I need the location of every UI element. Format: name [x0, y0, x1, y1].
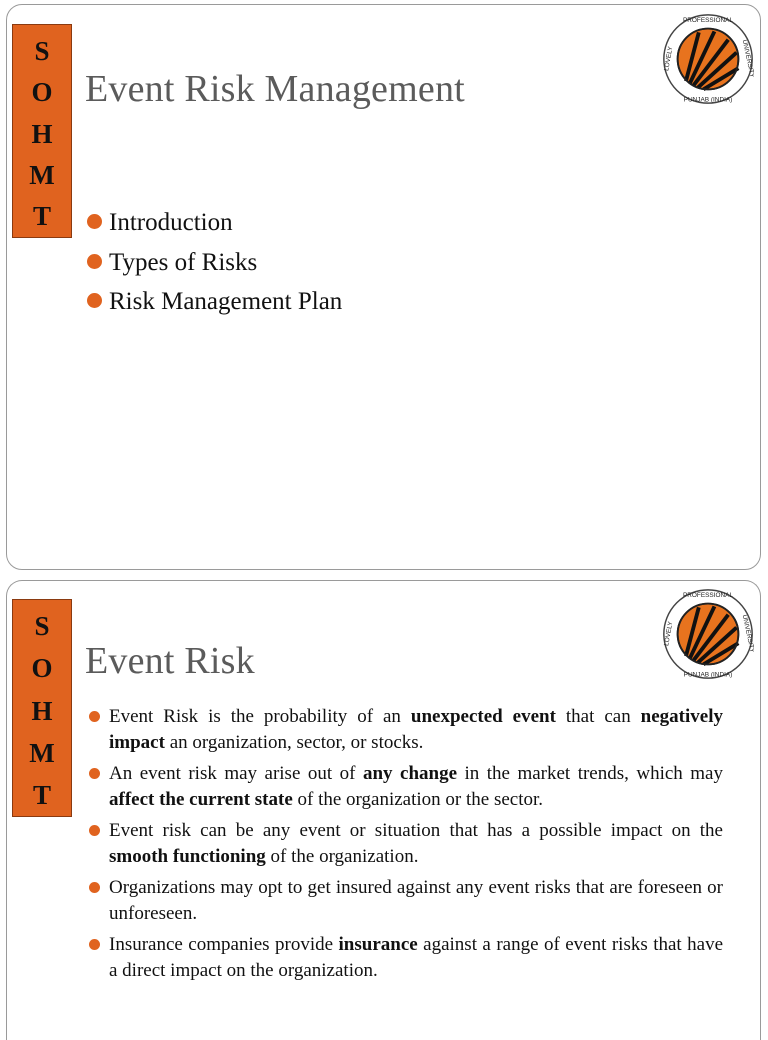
list-item — [85, 245, 342, 285]
text-run: in the market trends, which may — [457, 763, 723, 784]
topic-list — [85, 205, 342, 324]
university-logo — [662, 13, 754, 105]
text-run: of the organization or the sector. — [292, 789, 544, 810]
text-run: An event risk may arise out of — [109, 763, 363, 784]
list-item-text — [109, 763, 723, 810]
badge-letter: M — [29, 159, 55, 190]
bullet-icon — [89, 711, 100, 722]
badge-letter: T — [32, 780, 51, 810]
bullet-icon — [89, 825, 100, 836]
list-item-text — [109, 934, 723, 981]
bullet-icon — [89, 768, 100, 779]
badge-letter: M — [29, 737, 55, 768]
emphasis-text: insurance — [338, 934, 418, 955]
text-run: Event Risk is the probability of an — [109, 706, 411, 727]
list-item — [87, 932, 723, 984]
list-item — [85, 284, 342, 324]
bullet-icon — [89, 939, 100, 950]
bullet-icon — [87, 214, 102, 229]
text-run: Organizations may opt to get insured against any event risks that are foreseen or unforeseen. — [109, 877, 723, 924]
university-logo — [662, 588, 754, 680]
bullet-icon — [89, 882, 100, 893]
badge-letter: S — [34, 611, 50, 641]
badge-letter: T — [32, 201, 51, 231]
sohmt-badge — [12, 24, 72, 238]
list-item-text — [109, 877, 723, 924]
list-item — [87, 818, 723, 870]
badge-letter: S — [34, 36, 50, 66]
text-run: an organization, sector, or stocks. — [164, 732, 424, 753]
emphasis-text: negatively impact — [109, 706, 723, 753]
emphasis-text: smooth functioning — [109, 846, 266, 867]
list-item — [87, 875, 723, 927]
list-item-text: Introduction — [109, 209, 233, 236]
text-run: Event risk can be any event or situation that has a possible impact on the — [109, 820, 723, 841]
list-item-text — [109, 820, 723, 867]
list-item — [85, 205, 342, 245]
sohmt-badge — [12, 599, 72, 817]
bullet-list — [87, 704, 723, 989]
list-item-text: Types of Risks — [109, 248, 258, 276]
bullet-icon — [87, 293, 102, 308]
badge-letter: H — [31, 695, 53, 726]
list-item-text — [109, 706, 723, 753]
list-item-text: Risk Management Plan — [109, 288, 343, 315]
slide-title: Event Risk Management — [85, 68, 465, 110]
badge-letter: O — [31, 77, 53, 108]
text-run: that can — [555, 706, 641, 727]
emphasis-text: affect the current state — [109, 789, 293, 810]
emphasis-text: unexpected event — [410, 706, 556, 727]
text-run: against a range of event risks that have a direct impact on the organization. — [109, 934, 724, 981]
list-item — [87, 704, 723, 756]
badge-letter: H — [31, 118, 53, 149]
slide-2 — [6, 580, 761, 1040]
list-item — [87, 761, 723, 813]
text-run: Insurance companies provide — [109, 934, 339, 955]
slide-1 — [6, 4, 761, 570]
badge-letter: O — [31, 653, 53, 684]
emphasis-text: any change — [362, 763, 458, 784]
text-run: of the organization. — [265, 846, 419, 867]
slide-title: Event Risk — [85, 640, 255, 682]
bullet-icon — [87, 254, 102, 269]
